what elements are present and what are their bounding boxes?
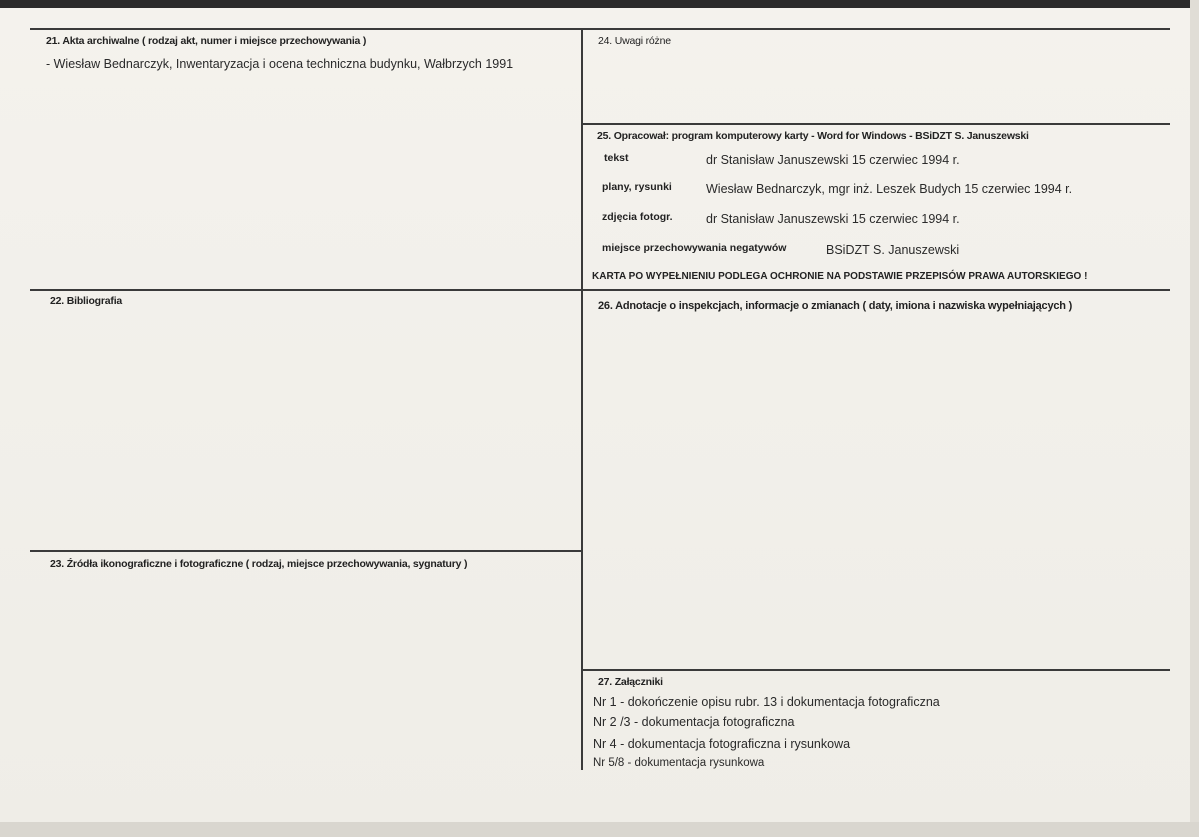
section-23-title: 23. Źródła ikonograficzne i fotograficzne ( rodzaj, miejsce przechowywania, sygnatury ) <box>50 558 468 570</box>
scan-bottom-edge <box>0 822 1199 837</box>
negatywy-label: miejsce przechowywania negatywów <box>602 242 787 254</box>
plany-label: plany, rysunki <box>602 181 672 193</box>
zdjecia-value: dr Stanisław Januszewski 15 czerwiec 1994 r. <box>706 212 960 226</box>
divider-22-23 <box>30 550 581 552</box>
copyright-notice: KARTA PO WYPEŁNIENIU PODLEGA OCHRONIE NA PODSTAWIE PRZEPISÓW PRAWA AUTORSKIEGO ! <box>592 271 1088 282</box>
section-22-title: 22. Bibliografia <box>50 295 123 307</box>
section-24-title: 24. Uwagi różne <box>598 35 671 47</box>
form-top-border <box>30 28 1170 30</box>
scan-right-edge <box>1190 0 1199 837</box>
divider-26-27 <box>583 669 1170 671</box>
attachment-item: Nr 4 - dokumentacja fotograficzna i rysunkowa <box>593 737 851 751</box>
section-27-title: 27. Załączniki <box>598 676 663 688</box>
plany-value: Wiesław Bednarczyk, mgr inż. Leszek Budych 15 czerwiec 1994 r. <box>706 182 1073 196</box>
section-25-title: 25. Opracował: program komputerowy karty - Word for Windows - BSiDZT S. Januszewski <box>597 130 1029 142</box>
attachment-item: Nr 1 - dokończenie opisu rubr. 13 i dokumentacja fotograficzna <box>593 695 940 709</box>
negatywy-value: BSiDZT S. Januszewski <box>826 243 960 257</box>
attachment-item: Nr 5/8 - dokumentacja rysunkowa <box>593 757 765 769</box>
scan-top-edge <box>0 0 1199 8</box>
zdjecia-label: zdjęcia fotogr. <box>602 211 673 223</box>
tekst-label: tekst <box>604 152 629 164</box>
divider-row2 <box>30 289 1170 291</box>
section-21-title: 21. Akta archiwalne ( rodzaj akt, numer i miejsce przechowywania ) <box>46 35 367 47</box>
form-center-divider <box>581 28 583 770</box>
attachment-item: Nr 2 /3 - dokumentacja fotograficzna <box>593 715 795 729</box>
section-21-entry: - Wiesław Bednarczyk, Inwentaryzacja i ocena techniczna budynku, Wałbrzych 1991 <box>46 57 514 71</box>
section-26-title: 26. Adnotacje o inspekcjach, informacje o zmianach ( daty, imiona i nazwiska wypełniających ) <box>598 300 1073 312</box>
divider-24-25 <box>583 123 1170 125</box>
tekst-value: dr Stanisław Januszewski 15 czerwiec 1994 r. <box>706 153 960 167</box>
